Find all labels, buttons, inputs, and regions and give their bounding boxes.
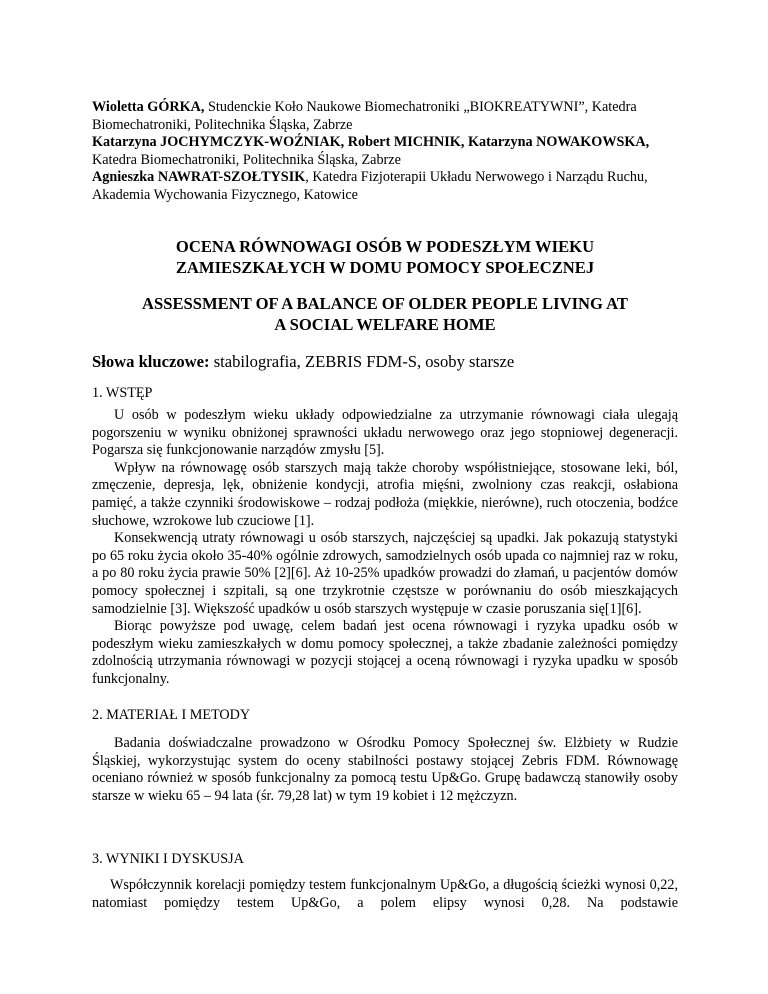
title-polish <box>92 236 678 278</box>
paragraph: Badania doświadczalne prowadzono w Ośrodku Pomocy Społecznej św. Elżbiety w Rudzie Śląskiej, wykorzystując system do oceny stabilności postawy stojącej Zebris FDM. Równowagę oceniano również w sposób funkcjonalny za pomocą testu Up&Go. Grupę badawczą stanowiły osoby starsze w wieku 65 – 94 lata (śr. 79,28 lat) w tym 19 kobiet i 12 mężczyzn. <box>92 735 678 804</box>
title-english <box>92 293 678 335</box>
author-affiliation: Katedra Biomechatroniki, Politechnika Śląska, Zabrze <box>92 151 401 168</box>
author-name: Agnieszka NAWRAT-SZOŁTYSIK <box>92 169 306 186</box>
author-name: Wioletta GÓRKA, <box>92 99 205 115</box>
paragraph: Współczynnik korelacji pomiędzy testem funkcjonalnym Up&Go, a długością ścieżki wynosi 0,22, natomiast pomiędzy testem Up&Go, a polem elipsy wynosi 0,28. Na podstawie <box>92 877 678 911</box>
section-results <box>92 877 678 912</box>
title-line: ASSESSMENT OF A BALANCE OF OLDER PEOPLE LIVING AT <box>142 294 628 313</box>
author-list <box>92 99 682 205</box>
section-introduction <box>92 407 678 689</box>
paragraph: U osób w podeszłym wieku układy odpowiedzialne za utrzymanie równowagi ciała ulegają pogorszeniu w wyniku obniżonej sprawności układu nerwowego oraz jego stopniowej degeneracji. Pogarsza się funkcjonowanie narządów zmysłu [5]. <box>92 407 678 459</box>
author-entry <box>92 99 682 134</box>
author-entry <box>92 169 682 204</box>
author-affiliation: , Katedra Fizjoterapii Układu Nerwowego i Narządu Ruchu, Akademia Wychowania Fizycznego, Katowice <box>92 169 648 203</box>
author-entry <box>92 134 682 169</box>
section-heading-introduction: 1. WSTĘP <box>92 385 153 401</box>
paragraph: Konsekwencją utraty równowagi u osób starszych, najczęściej są upadki. Jak pokazują statystyki po 65 roku życia około 35-40% ogólnie zdrowych, samodzielnych osób upada co najmniej raz w roku, a po 80 roku życia prawie 50% [2][6]. Aż 10-25% upadków prowadzi do złamań, u pacjentów domów pomocy społecznej i szpitali, są one trzykrotnie częstsze w porównaniu do osób mieszkających samodzielnie [3]. Większość upadków u osób starszych występuje w czasie poruszania się[1][6]. <box>92 530 678 617</box>
section-methods <box>92 735 678 805</box>
section-heading-methods: 2. MATERIAŁ I METODY <box>92 707 251 723</box>
paragraph: Wpływ na równowagę osób starszych mają także choroby współistniejące, stosowane leki, ból, zmęczenie, depresja, lęk, obniżenie kondycji, atrofia mięśni, zwolniony czas reakcji, osłabiona pamięć, a także czynniki środowiskowe – rodzaj podłoża (miękkie, nierówne), ruch otoczenia, bodźce słuchowe, wzrokowe lub czuciowe [1]. <box>92 459 678 529</box>
keywords-label: Słowa kluczowe: <box>92 352 210 371</box>
keywords <box>92 352 682 372</box>
title-line: ZAMIESZKAŁYCH W DOMU POMOCY SPOŁECZNEJ <box>175 258 595 277</box>
keywords-text: stabilografia, ZEBRIS FDM-S, osoby starsze <box>209 352 515 371</box>
title-line: A SOCIAL WELFARE HOME <box>274 315 496 334</box>
paragraph: Biorąc powyższe pod uwagę, celem badań jest ocena równowagi i ryzyka upadku osób w podeszłym wieku zamieszkałych w domu pomocy społecznej, a także zbadanie zależności pomiędzy zdolnością utrzymania równowagi w pozycji stojącej a oceną równowagi i ryzyka upadku w sposób funkcjonalny. <box>92 618 678 687</box>
author-name: Katarzyna JOCHYMCZYK-WOŹNIAK, Robert MICHNIK, Katarzyna NOWAKOWSKA, <box>92 134 650 151</box>
section-heading-results: 3. WYNIKI I DYSKUSJA <box>92 851 244 867</box>
author-affiliation: Studenckie Koło Naukowe Biomechatroniki „BIOKREATYWNI”, Katedra Biomechatroniki, Politechnika Śląska, Zabrze <box>92 99 637 133</box>
title-line: OCENA RÓWNOWAGI OSÓB W PODESZŁYM WIEKU <box>175 237 595 256</box>
